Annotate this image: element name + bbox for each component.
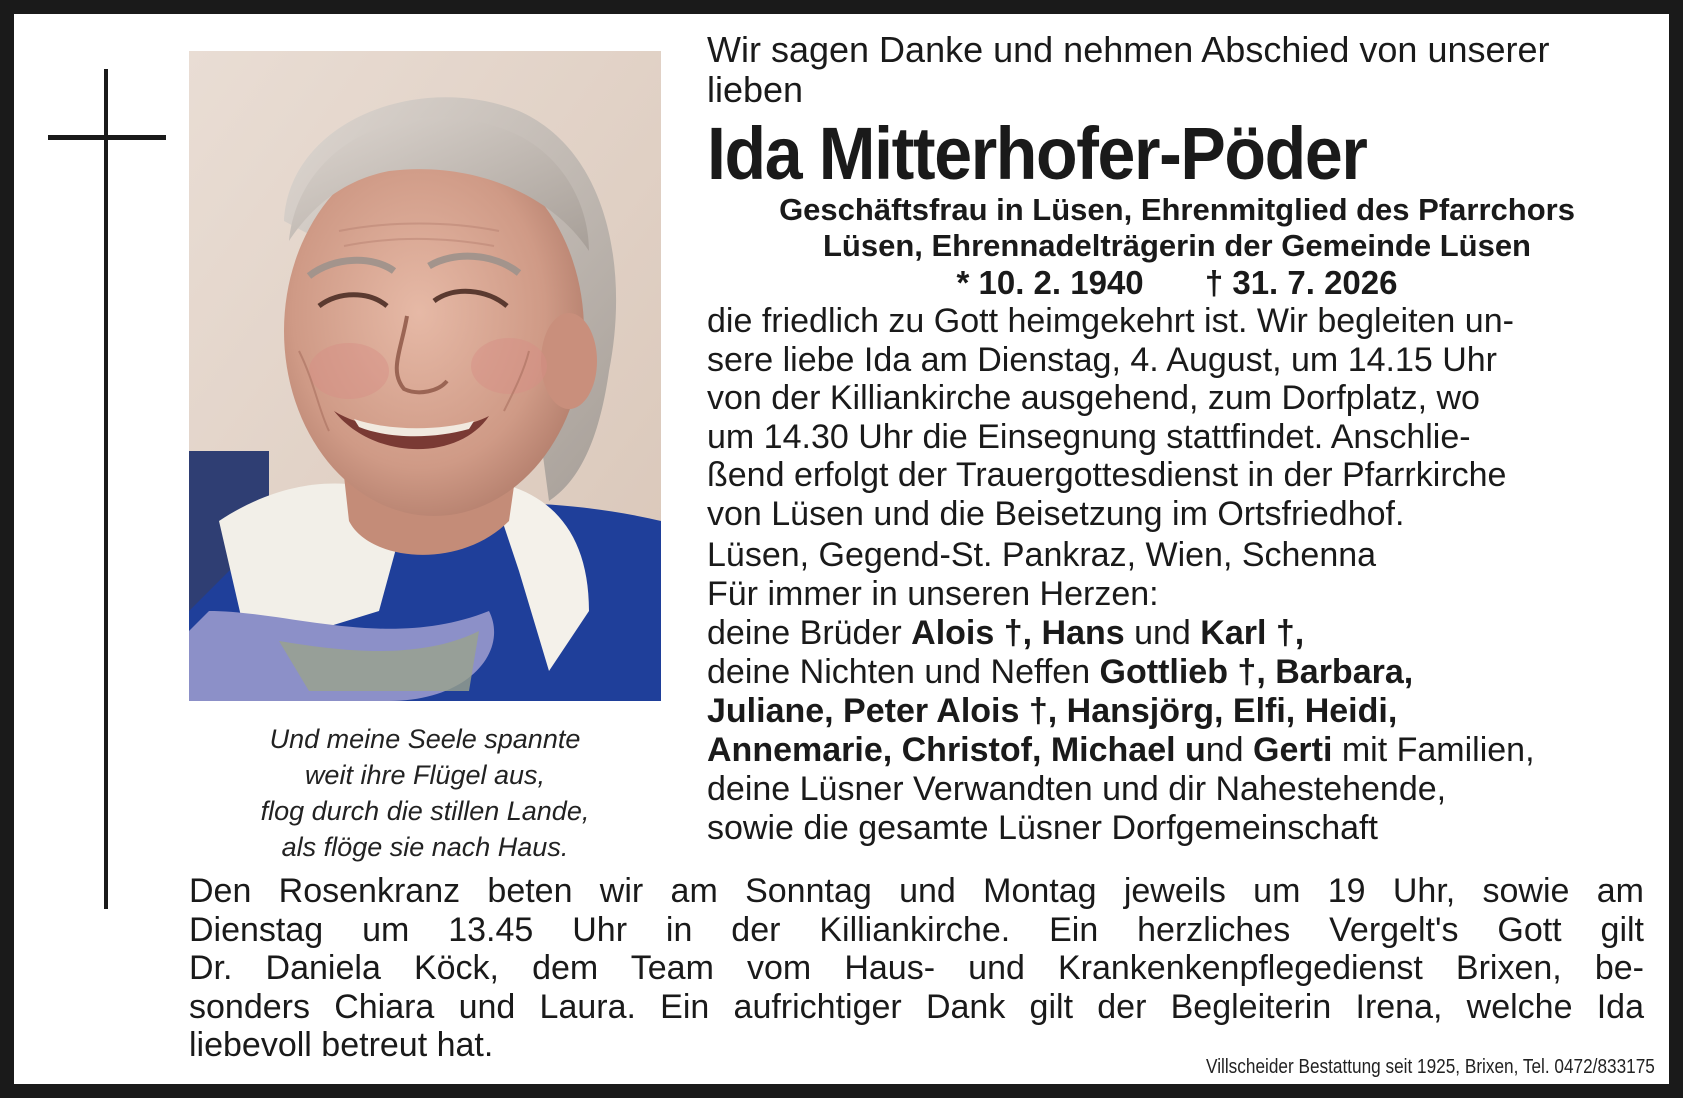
body-line: die friedlich zu Gott heimgekehrt ist. Wir begleiten un-: [707, 302, 1514, 340]
portrait-photo: [189, 51, 661, 701]
intro-line: lieben: [707, 69, 804, 110]
brothers-and: und: [1124, 614, 1201, 652]
nieces-names-3: Annemarie, Christof, Michael u: [707, 731, 1206, 769]
nieces-names: Gottlieb †, Barbara,: [1099, 653, 1414, 691]
body-line: ßend erfolgt der Trauergottesdienst in der Pfarrkirche: [707, 456, 1507, 494]
community-line: sowie die gesamte Lüsner Dorfgemeinschaft: [707, 809, 1378, 847]
death-date: † 31. 7. 2026: [1204, 264, 1398, 301]
funeral-details: [707, 302, 1647, 533]
announcement-column: [707, 30, 1647, 848]
poem-line: als flöge sie nach Haus.: [281, 832, 569, 862]
body-line: sere liebe Ida am Dienstag, 4. August, um 14.15 Uhr: [707, 340, 1498, 379]
cross-icon-vertical: [104, 69, 108, 909]
obituary-notice: [14, 14, 1669, 1084]
closing-text: [189, 872, 1644, 1065]
portrait-illustration: [189, 51, 661, 701]
intro-line: Wir sagen Danke und nehmen Abschied von unserer: [707, 29, 1550, 70]
title-line: Lüsen, Ehrennadelträgerin der Gemeinde Lüsen: [822, 228, 1531, 263]
nieces-prefix: deine Nichten und Neffen: [707, 653, 1100, 691]
body-line: um 14.30 Uhr die Einsegnung stattfindet. Anschlie-: [707, 417, 1471, 456]
funeral-home-footer: Villscheider Bestattung seit 1925, Brixen, Tel. 0472/833175: [1206, 1056, 1655, 1078]
deceased-titles: [707, 192, 1647, 264]
closing-line: Dienstag um 13.45 Uhr in der Killiankirche. Ein herzliches Vergelt's Gott gilt: [189, 910, 1644, 949]
poem-line: flog durch die stillen Lande,: [260, 796, 590, 826]
body-line: von Lüsen und die Beisetzung im Ortsfriedhof.: [707, 494, 1405, 533]
body-line: von der Killiankirche ausgehend, zum Dorfplatz, wo: [707, 379, 1480, 417]
nieces-line-3: [707, 731, 1647, 770]
mourning-places: Lüsen, Gegend-St. Pankraz, Wien, Schenna: [707, 536, 1377, 574]
nieces-names-2: Juliane, Peter Alois †, Hansjörg, Elfi, Heidi,: [707, 692, 1398, 730]
cross-icon-horizontal: [48, 135, 166, 140]
nieces-line: [707, 653, 1647, 692]
brothers-names: Alois †, Hans: [911, 614, 1125, 652]
title-line: Geschäftsfrau in Lüsen, Ehrenmitglied des Pfarrchors: [779, 192, 1575, 227]
family-list: [707, 575, 1647, 848]
nieces-suffix: mit Familien,: [1332, 731, 1535, 769]
brothers-prefix: deine Brüder: [707, 614, 912, 652]
intro-text: [707, 30, 1647, 110]
closing-line: Den Rosenkranz beten wir am Sonntag und Montag jeweils um 19 Uhr, sowie am: [189, 872, 1644, 910]
relatives-line: deine Lüsner Verwandten und dir Nahestehende,: [707, 770, 1447, 808]
poem-line: weit ihre Flügel aus,: [304, 760, 546, 790]
life-dates: [707, 264, 1647, 302]
closing-line: Dr. Daniela Köck, dem Team vom Haus- und Krankenkenpflegedienst Brixen, be-: [189, 949, 1644, 987]
closing-line: sonders Chiara und Laura. Ein aufrichtiger Dank gilt der Begleiterin Irena, welche Ida: [189, 987, 1644, 1026]
family-heading: Für immer in unseren Herzen:: [707, 575, 1159, 613]
brothers-line: [707, 614, 1647, 653]
deceased-name: Ida Mitterhofer-Pöder: [707, 112, 1367, 195]
closing-line: liebevoll betreut hat.: [189, 1026, 494, 1064]
nieces-names-4: Gerti: [1253, 731, 1333, 769]
memorial-poem: [189, 721, 661, 865]
birth-date: * 10. 2. 1940: [956, 264, 1144, 301]
nieces-line-2: [707, 692, 1647, 731]
poem-line: Und meine Seele spannte: [269, 724, 581, 754]
nieces-and: nd: [1205, 731, 1254, 769]
brothers-names-2: Karl †,: [1200, 614, 1305, 652]
